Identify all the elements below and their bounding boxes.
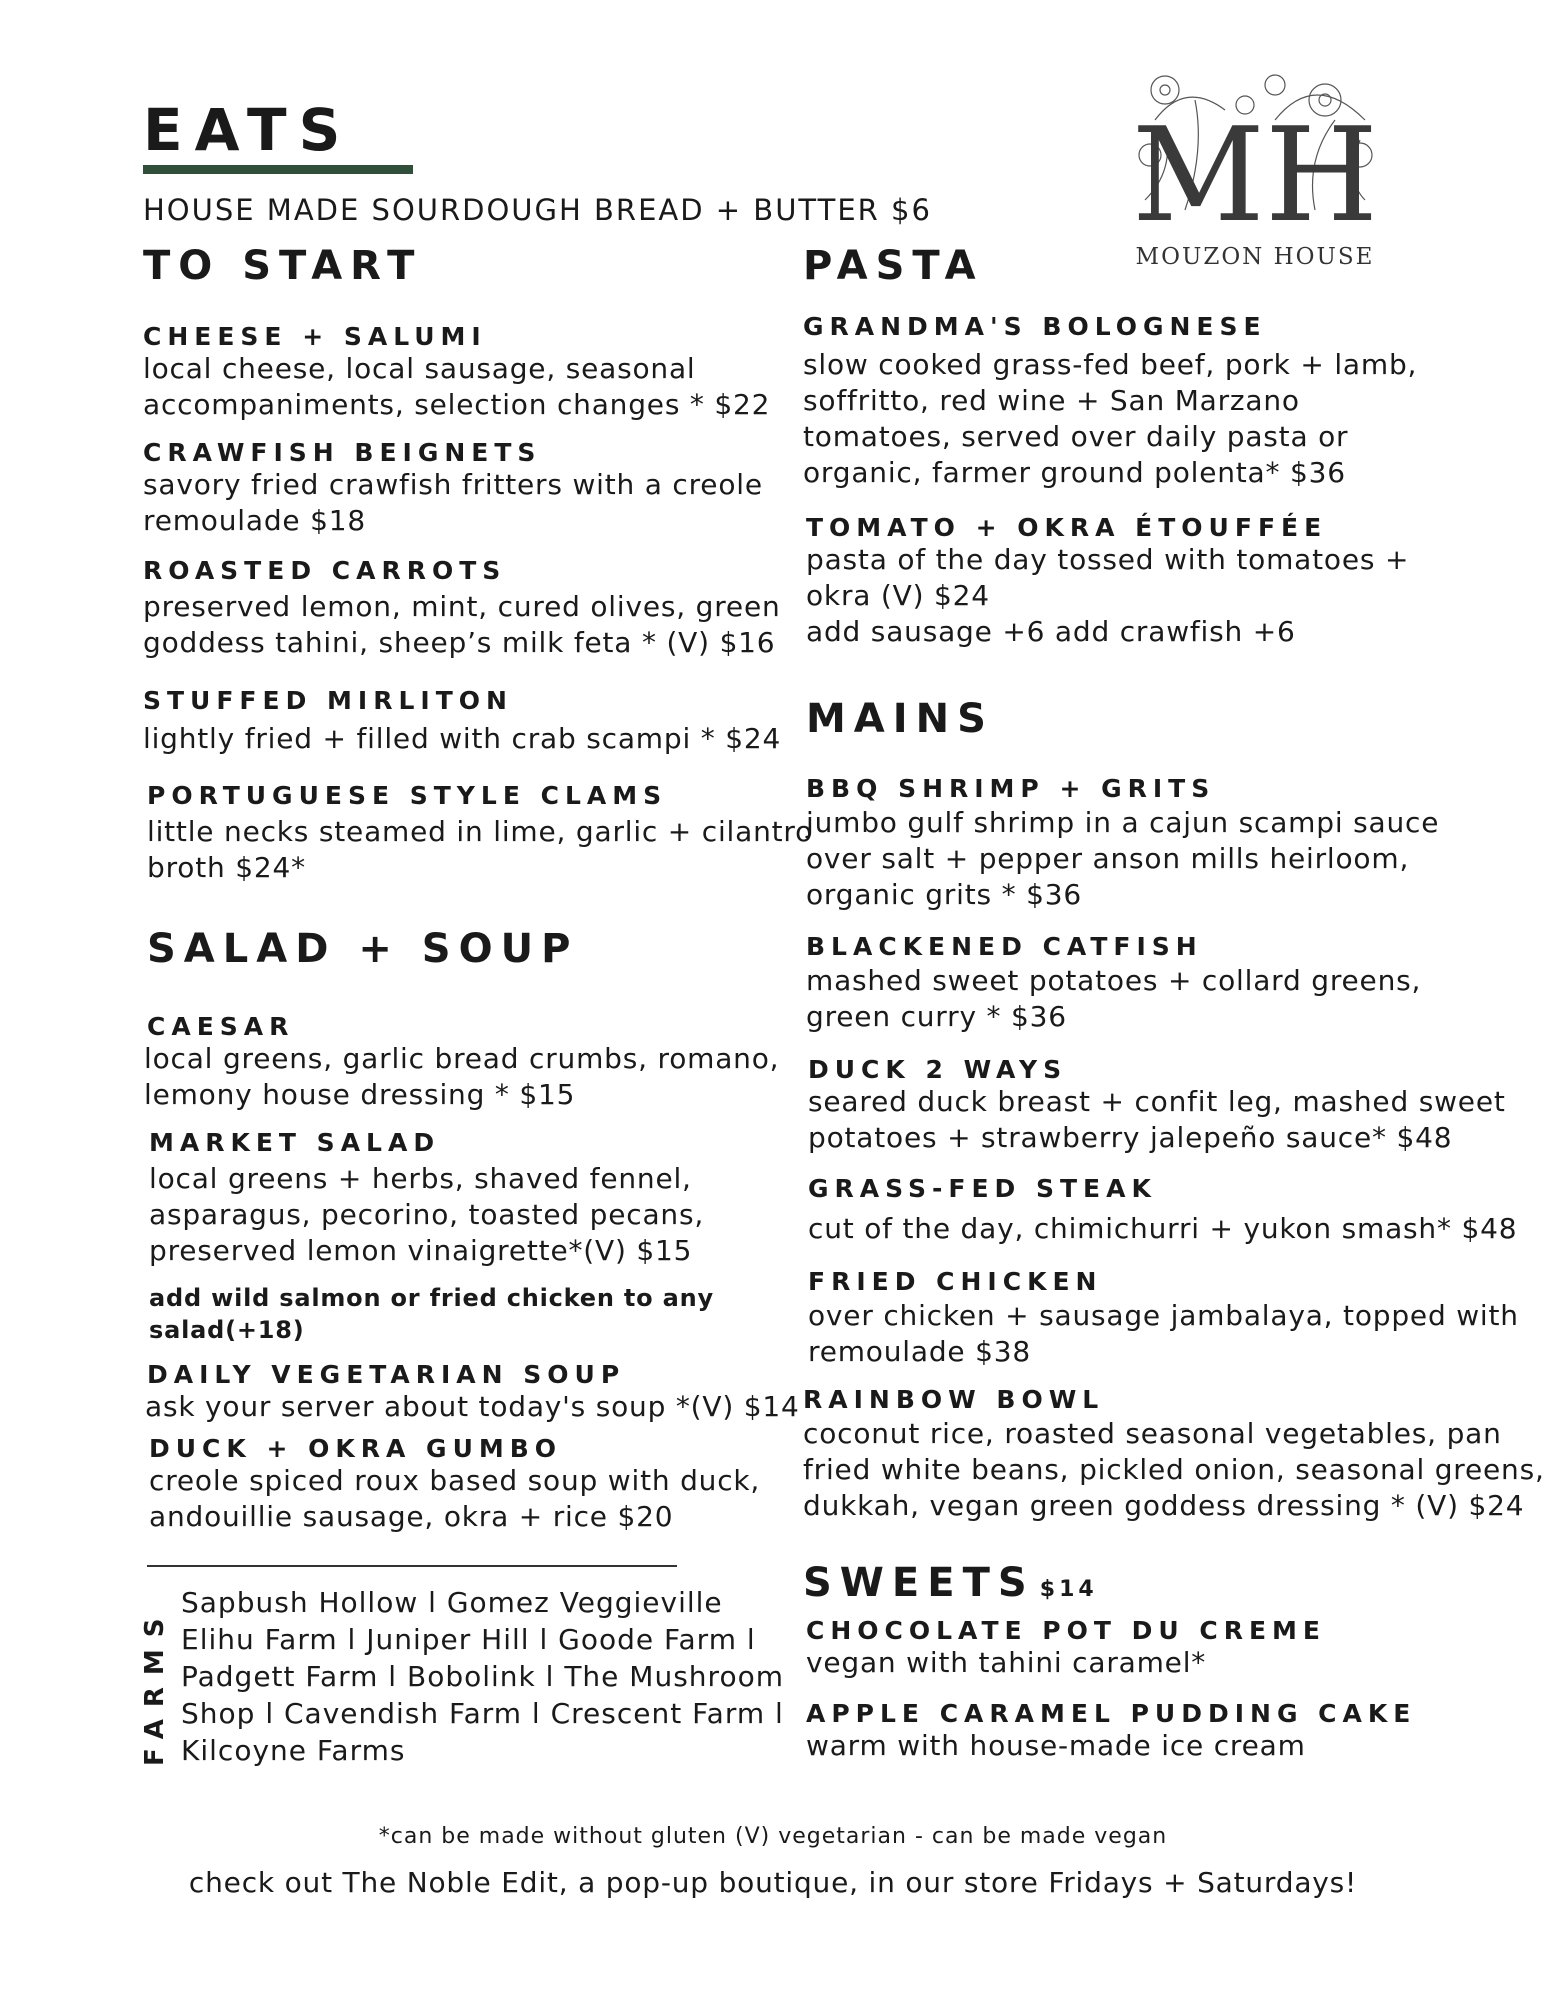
item-name: CRAWFISH BEIGNETS [143,438,542,467]
farm-line: Kilcoyne Farms [181,1734,406,1767]
pasta-heading: PASTA [803,243,984,289]
title-underline [143,165,413,174]
item-desc: jumbo gulf shrimp in a cajun scampi sauce [806,806,1440,839]
item-name: APPLE CARAMEL PUDDING CAKE [806,1699,1417,1728]
menu-item [149,1128,704,1269]
mouzon-house-logo [1125,60,1385,275]
item-desc: andouillie sausage, okra + rice $20 [149,1500,674,1533]
item-name: TOMATO + OKRA ÉTOUFFÉE [806,513,1328,542]
farm-line: Elihu Farm l Juniper Hill l Goode Farm l [181,1623,756,1656]
item-desc: organic, farmer ground polenta* $36 [803,456,1346,489]
item-desc: add sausage +6 add crawfish +6 [806,615,1296,648]
item-desc: lightly fried + filled with crab scampi * $24 [143,722,782,755]
item-desc: mashed sweet potatoes + collard greens, [806,964,1422,997]
floral-monogram-icon [1125,60,1385,230]
item-desc: preserved lemon, mint, cured olives, green [143,590,781,623]
item-name: CAESAR [147,1012,295,1041]
item-desc: tomatoes, served over daily pasta or [803,420,1349,453]
item-name: DUCK + OKRA GUMBO [149,1434,563,1463]
item-name: MARKET SALAD [149,1128,441,1157]
item-desc: green curry * $36 [806,1000,1067,1033]
sweets-price: $14 [1039,1577,1098,1602]
item-desc: coconut rice, roasted seasonal vegetables, pan [803,1417,1502,1450]
item-desc: pasta of the day tossed with tomatoes + [806,543,1410,576]
item-desc: remoulade $18 [143,504,366,537]
menu-item [806,1699,1416,1764]
item-name: GRANDMA'S BOLOGNESE [803,312,1267,341]
item-desc: accompaniments, selection changes * $22 [143,388,771,421]
item-name: CHEESE + SALUMI [143,322,487,351]
item-name: BLACKENED CATFISH [806,932,1203,961]
item-desc: remoulade $38 [808,1335,1031,1368]
item-desc: vegan with tahini caramel* [806,1646,1207,1679]
addon-line: add wild salmon or fried chicken to any [149,1284,714,1312]
farms-label: FARMS [140,1606,170,1766]
menu-item [143,438,763,539]
menu-item [803,1385,1545,1524]
menu-item [143,556,781,661]
addon-line: salad(+18) [149,1316,305,1344]
menu-item [147,781,813,886]
svg-text:MH: MH [1131,99,1379,230]
item-desc: over salt + pepper anson mills heirloom, [806,842,1410,875]
item-desc: ask your server about today's soup *(V) $14 [145,1390,800,1423]
item-desc: dukkah, vegan green goddess dressing * (V) $24 [803,1489,1525,1522]
item-desc: seared duck breast + confit leg, mashed sweet [808,1085,1506,1118]
item-name: ROASTED CARROTS [143,556,507,585]
item-desc: asparagus, pecorino, toasted pecans, [149,1198,705,1231]
menu-item [808,1267,1519,1370]
menu-item [808,1174,1517,1247]
item-name: BBQ SHRIMP + GRITS [806,774,1216,803]
item-name: DAILY VEGETARIAN SOUP [147,1360,626,1389]
salad-addon [149,1282,714,1346]
menu-item [806,1616,1326,1681]
item-name: PORTUGUESE STYLE CLAMS [147,781,668,810]
bread-line: HOUSE MADE SOURDOUGH BREAD + BUTTER $6 [143,193,932,227]
item-desc: local cheese, local sausage, seasonal [143,352,696,385]
item-name: STUFFED MIRLITON [143,686,513,715]
item-desc: little necks steamed in lime, garlic + cilantro [147,815,814,848]
item-desc: slow cooked grass-fed beef, pork + lamb, [803,348,1418,381]
menu-item [806,774,1439,913]
mains-heading: MAINS [806,696,994,742]
sweets-heading-row [803,1560,1098,1606]
item-desc: goddess tahini, sheep’s milk feta * (V) $16 [143,626,776,659]
menu-item [143,686,781,757]
farms-list [181,1584,784,1769]
item-desc: organic grits * $36 [806,878,1082,911]
farm-line: Shop l Cavendish Farm l Crescent Farm l [181,1697,784,1730]
menu-item [806,513,1409,650]
menu-item [806,932,1421,1035]
farm-line: Sapbush Hollow l Gomez Veggieville [181,1586,723,1619]
item-desc: potatoes + strawberry jalepeño sauce* $48 [808,1121,1453,1154]
item-desc: warm with house-made ice cream [806,1729,1306,1762]
menu-item [143,322,770,423]
item-name: GRASS-FED STEAK [808,1174,1157,1203]
item-desc: creole spiced roux based soup with duck, [149,1464,761,1497]
item-desc: cut of the day, chimichurri + yukon smash* $48 [808,1212,1518,1245]
item-desc: local greens, garlic bread crumbs, romano, [144,1042,780,1075]
item-desc: lemony house dressing * $15 [144,1078,576,1111]
farm-line: Padgett Farm l Bobolink l The Mushroom [181,1660,784,1693]
item-desc: savory fried crawfish fritters with a creole [143,468,763,501]
item-desc: okra (V) $24 [806,579,990,612]
item-desc: soffritto, red wine + San Marzano [803,384,1300,417]
item-name: CHOCOLATE POT DU CREME [806,1616,1327,1645]
item-desc: local greens + herbs, shaved fennel, [149,1162,692,1195]
to-start-heading: TO START [143,243,423,289]
item-name: FRIED CHICKEN [808,1267,1103,1296]
farms-divider [147,1565,677,1567]
item-desc: over chicken + sausage jambalaya, topped with [808,1299,1519,1332]
item-name: RAINBOW BOWL [803,1385,1105,1414]
page-title: EATS [143,96,353,164]
menu-item [147,1360,800,1425]
menu-item [803,312,1417,491]
menu-item [808,1055,1506,1156]
menu-item [144,1012,780,1113]
item-name: DUCK 2 WAYS [808,1055,1068,1084]
menu-item [149,1434,760,1535]
dietary-footnote: *can be made without gluten (V) vegetarian - can be made vegan [378,1824,1168,1849]
logo-name: MOUZON HOUSE [1135,244,1375,270]
sweets-heading: SWEETS [803,1560,1035,1606]
boutique-promo: check out The Noble Edit, a pop-up boutique, in our store Fridays + Saturdays! [188,1866,1358,1899]
item-desc: preserved lemon vinaigrette*(V) $15 [149,1234,693,1267]
salad-soup-heading: SALAD + SOUP [147,926,579,972]
item-desc: fried white beans, pickled onion, seasonal greens, [803,1453,1545,1486]
item-desc: broth $24* [147,851,306,884]
